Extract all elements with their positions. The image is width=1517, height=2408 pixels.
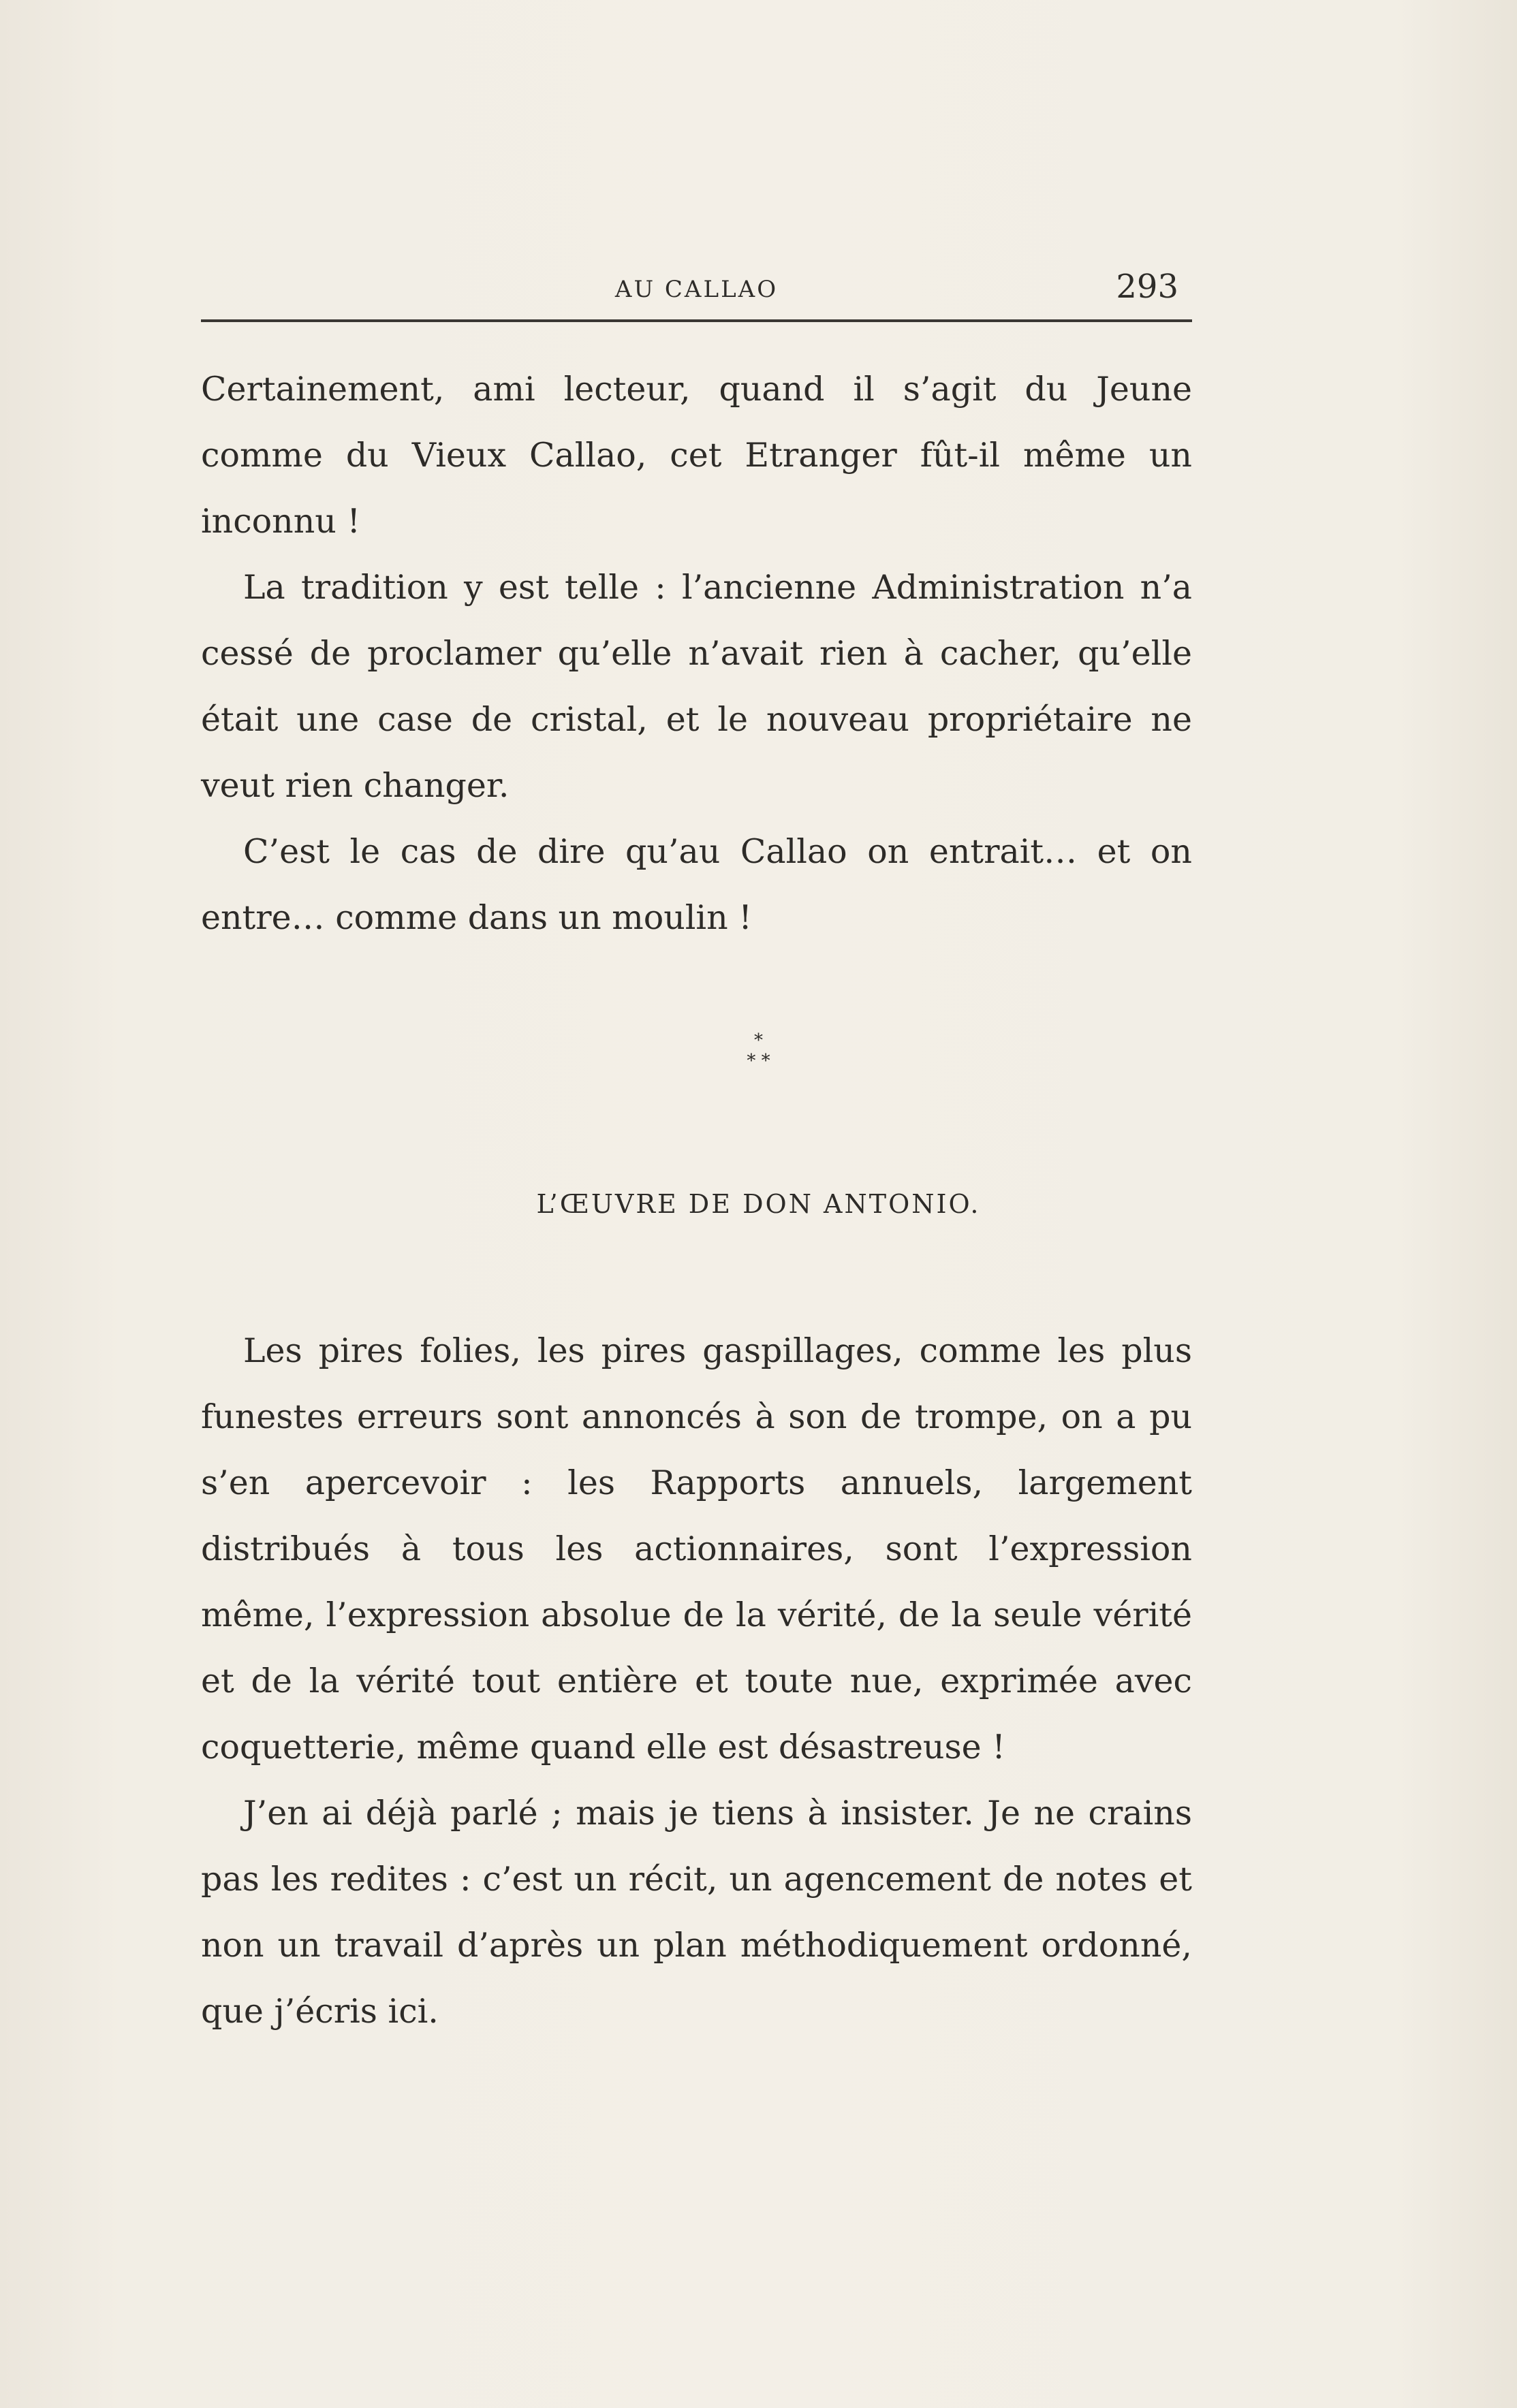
- page-number: 293: [1116, 268, 1178, 306]
- section-title: L’ŒUVRE DE DON ANTONIO.: [536, 1189, 981, 1219]
- paragraph: Les pires folies, les pires gaspillages, comme les plus funestes erreurs sont annoncés à son de trompe, on a pu s’en apercevoir : les Rapports annuels, largement distribués à tous les actionnaires, sont l’expression même, l’expression absolue de la vérité, de la seule vérité et de la vérité tout entière et toute nue, exprimée avec coquetterie, même quand elle est désastreuse !: [201, 1331, 1192, 1767]
- paragraph: J’en ai déjà parlé ; mais je tiens à insister. Je ne crains pas les redites : c’est un récit, un agencement de notes et non un travail d’après un plan méthodiquement ordonné, que j’écris ici.: [201, 1794, 1192, 2031]
- paragraph: C’est le cas de dire qu’au Callao on entrait… et on entre… comme dans un moulin !: [201, 832, 1192, 937]
- text-block-section: [201, 1318, 1192, 2044]
- asterism-separator: [0, 1030, 1517, 1071]
- running-title: AU CALLAO: [614, 276, 779, 303]
- paragraph: La tradition y est telle : l’ancienne Administration n’a cessé de proclamer qu’elle n’avait rien à cacher, qu’elle était une case de cristal, et le nouveau propriétaire ne veut rien changer.: [201, 568, 1192, 805]
- text-block-intro: [201, 356, 1192, 951]
- page-header: [201, 262, 1192, 310]
- asterism-top: *: [754, 1030, 763, 1051]
- asterism-bottom: * *: [747, 1051, 770, 1071]
- header-rule: [201, 319, 1192, 322]
- paragraph: Certainement, ami lecteur, quand il s’agit du Jeune comme du Vieux Callao, cet Etranger fût-il même un inconnu !: [201, 370, 1192, 541]
